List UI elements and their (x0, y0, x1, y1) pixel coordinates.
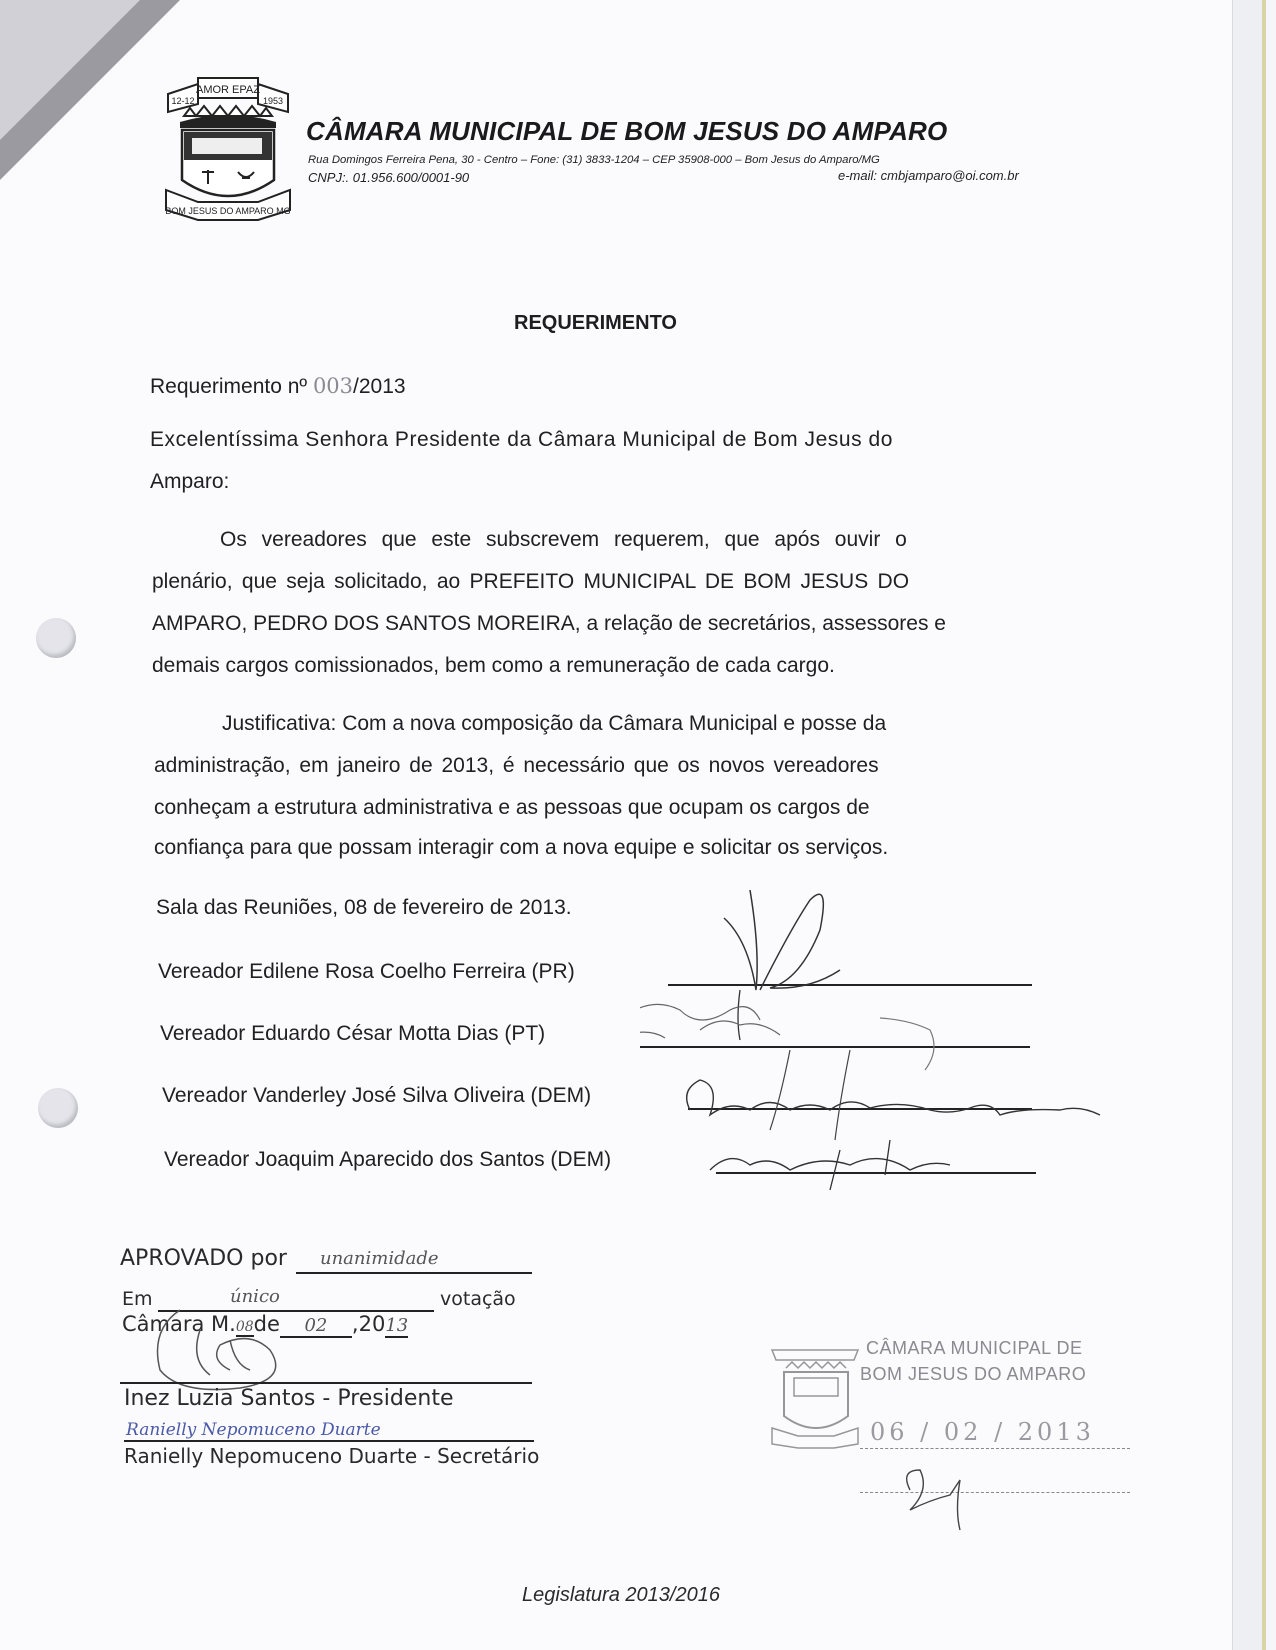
request-number-handwritten: 003 (312, 374, 354, 398)
secretary-name: Ranielly Nepomuceno Duarte - Secretário (124, 1444, 540, 1468)
stamp-date: 06 / 02 / 2013 (870, 1418, 1095, 1446)
justification-line: conheçam a estrutura administrativa e as pessoas que ocupam os cargos de (154, 796, 870, 819)
request-line: plenário, que seja solicitado, ao PREFEITO MUNICIPAL DE BOM JESUS DO (152, 570, 910, 593)
municipal-crest-logo (158, 72, 298, 222)
approved-by-line (296, 1272, 532, 1274)
stamp-signature-line (860, 1492, 1130, 1493)
approved-by-label: APROVADO por (120, 1246, 287, 1271)
salutation-line: Amparo: (150, 470, 230, 493)
president-name: Inez Luzia Santos - Presidente (124, 1386, 454, 1411)
crest-date: 12-12 (171, 96, 195, 106)
em-label: Em (122, 1288, 153, 1310)
approved-by-value: unanimidade (320, 1248, 439, 1269)
approval-approved-by (120, 1246, 287, 1271)
votacao-label: votação (440, 1288, 516, 1310)
request-line: demais cargos comissionados, bem como a remuneração de cada cargo. (152, 654, 835, 677)
stamp-line1: CÂMARA MUNICIPAL DE (866, 1338, 1083, 1358)
camara-label: Câmara M. (122, 1312, 236, 1336)
paper-edge-shadow (1262, 0, 1266, 1650)
em-value: único (230, 1286, 280, 1307)
secretary-signature-line (124, 1440, 534, 1442)
institution-cnpj: CNPJ:. 01.956.600/0001-90 (308, 170, 470, 185)
de-label: de (253, 1312, 280, 1336)
crest-motto: AMOR EPAZ (196, 84, 260, 96)
stamp-crest-icon (768, 1340, 862, 1450)
signatory-label: Vereador Joaquim Aparecido dos Santos (DEM) (164, 1148, 612, 1171)
signature-line (716, 1172, 1036, 1174)
institution-address: Rua Domingos Ferreira Pena, 30 - Centro – Fone: (31) 3833-1204 – CEP 35908-000 – Bom Jesus do Amparo/MG (308, 154, 880, 166)
signature-line (688, 1108, 1032, 1110)
justification-line: Justificativa: Com a nova composição da Câmara Municipal e posse da (222, 712, 887, 735)
signature-line (668, 984, 1032, 986)
document-title: REQUERIMENTO (514, 312, 677, 334)
signature-line (640, 1046, 1030, 1048)
institution-name: CÂMARA MUNICIPAL DE BOM JESUS DO AMPARO (306, 116, 948, 146)
day-value: 08 (235, 1319, 254, 1335)
punch-hole (38, 1088, 78, 1128)
institution-email: e-mail: cmbjamparo@oi.com.br (838, 168, 1019, 183)
stamp-date-month: 02 (943, 1418, 983, 1446)
year-prefix: ,20 (351, 1312, 386, 1336)
request-number-suffix: /2013 (353, 375, 406, 398)
crest-year: 1953 (262, 96, 284, 106)
request-line: Os vereadores que este subscrevem requerem, que após ouvir o (220, 528, 907, 551)
legislature-footer: Legislatura 2013/2016 (522, 1584, 720, 1606)
paper-edge (1232, 0, 1263, 1650)
folded-corner-inner (0, 0, 140, 140)
signatory-label: Vereador Eduardo César Motta Dias (PT) (160, 1022, 546, 1045)
stamp-line2: BOM JESUS DO AMPARO (860, 1364, 1087, 1384)
president-signature-line (120, 1382, 532, 1384)
signatory-label: Vereador Vanderley José Silva Oliveira (DEM) (162, 1084, 592, 1107)
stamp-date-line (860, 1448, 1130, 1449)
request-number-prefix: Requerimento nº (150, 375, 313, 398)
request-number (150, 374, 406, 399)
punch-hole (36, 618, 76, 658)
justification-line: confiança para que possam interagir com a nova equipe e solicitar os serviços. (154, 836, 889, 859)
signatures-scribble (640, 870, 1160, 1200)
justification-line: administração, em janeiro de 2013, é necessário que os novos vereadores (154, 754, 879, 777)
salutation-line: Excelentíssima Senhora Presidente da Câmara Municipal de Bom Jesus do (150, 428, 893, 451)
request-line: AMPARO, PEDRO DOS SANTOS MOREIRA, a relação de secretários, assessores e (152, 612, 946, 635)
stamp-date-year: 2013 (1017, 1418, 1095, 1446)
signatory-label: Vereador Edilene Rosa Coelho Ferreira (PR) (158, 960, 575, 983)
place-date: Sala das Reuniões, 08 de fevereiro de 2013. (156, 896, 572, 919)
stamp-signature (890, 1450, 1010, 1540)
year-value: 13 (385, 1315, 409, 1336)
stamp-date-day: 06 (870, 1418, 909, 1446)
crest-banner-bottom: BOM JESUS DO AMPARO MG (165, 206, 291, 216)
camara-date-row (122, 1312, 408, 1338)
month-value: 02 (280, 1315, 352, 1338)
secretary-signature: Ranielly Nepomuceno Duarte (126, 1420, 381, 1440)
